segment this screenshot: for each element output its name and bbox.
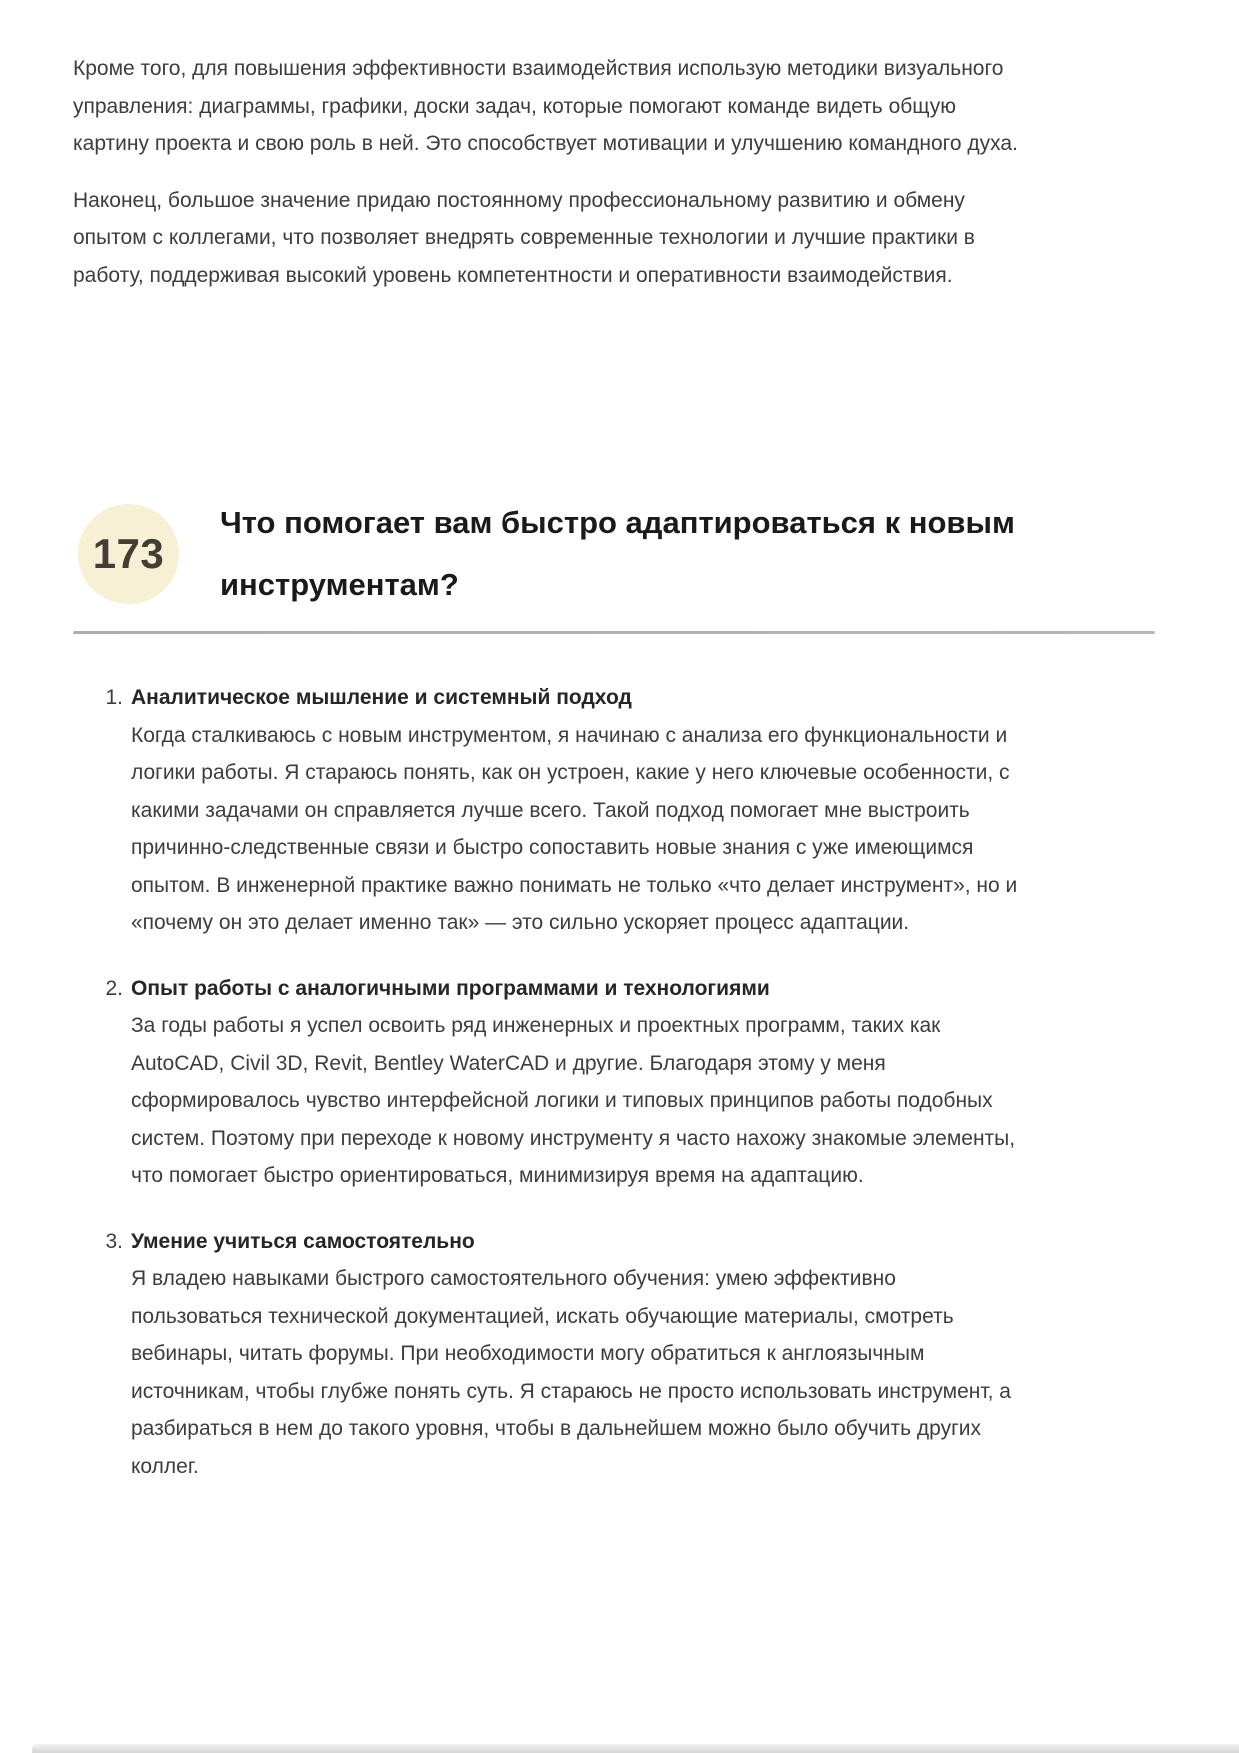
list-item-number: 1. xyxy=(105,686,123,709)
section-divider xyxy=(73,631,1155,634)
list-item-body: Я владею навыками быстрого самостоятельного обучения: умею эффективно пользоваться технической документацией, искать обучающие материалы, смотреть вебинары, читать форумы. При необходимости могу обратиться к англоязычным источникам, чтобы глубже понять суть. Я стараюсь не просто использовать инструмент, а разбираться в нем до такого уровня, чтобы в дальнейшем можно было обучить других коллег. xyxy=(131,1267,1011,1478)
question-number-badge: 173 xyxy=(78,504,179,604)
list-item xyxy=(105,1223,1155,1486)
list-item-body: За годы работы я успел освоить ряд инженерных и проектных программ, таких как AutoCAD, Civil 3D, Revit, Bentley WaterCAD и другие. Благодаря этому у меня сформировалось чувство интерфейсной логики и типовых принципов работы подобных систем. Поэтому при переходе к новому инструменту я часто нахожу знакомые элементы, что помогает быстро ориентироваться, минимизируя время на адаптацию. xyxy=(131,1014,1016,1187)
list-item-number: 3. xyxy=(105,1229,123,1253)
list-item-title: Опыт работы с аналогичными программами и технологиями xyxy=(131,976,770,1000)
intro-paragraph: Наконец, большое значение придаю постоянному профессиональному развитию и обмену опытом с коллегами, что позволяет внедрять современные технологии и лучшие практики в работу, поддерживая высокий уровень компетентности и оперативности взаимодействия. xyxy=(73,188,975,287)
list-item-content xyxy=(131,970,1033,1195)
list-item-body: Когда сталкиваюсь с новым инструментом, я начинаю с анализа его функциональности и логики работы. Я стараюсь понять, как он устроен, какие у него ключевые особенности, с какими задачами он справляется лучше всего. Такой подход помогает мне выстроить причинно-следственные связи и быстро сопоставить новые знания с уже имеющимся опытом. В инженерной практике важно понимать не только «что делает инструмент», но и «почему он это делает именно так» — это сильно ускоряет процесс адаптации. xyxy=(131,723,1018,934)
list-item-title: Аналитическое мышление и системный подход xyxy=(131,686,632,709)
list-item-content xyxy=(131,1223,1033,1486)
list-item xyxy=(105,679,1155,942)
list-item-number: 2. xyxy=(105,976,123,1000)
question-title: Что помогает вам быстро адаптироваться к новым инструментам? xyxy=(220,505,1015,602)
list-item-title: Умение учиться самостоятельно xyxy=(131,1229,475,1253)
intro-paragraph: Кроме того, для повышения эффективности взаимодействия использую методики визуального управления: диаграммы, графики, доски задач, которые помогают команде видеть общую картину проекта и свою роль в ней. Это способствует мотивации и улучшению командного духа. xyxy=(73,57,1018,155)
intro-text-block xyxy=(73,50,1155,294)
question-header xyxy=(73,492,1155,616)
list-item xyxy=(105,970,1155,1195)
next-section-divider xyxy=(32,1744,1239,1753)
answer-list xyxy=(105,679,1155,1485)
list-item-content xyxy=(131,679,1033,942)
question-section xyxy=(73,492,1155,1485)
